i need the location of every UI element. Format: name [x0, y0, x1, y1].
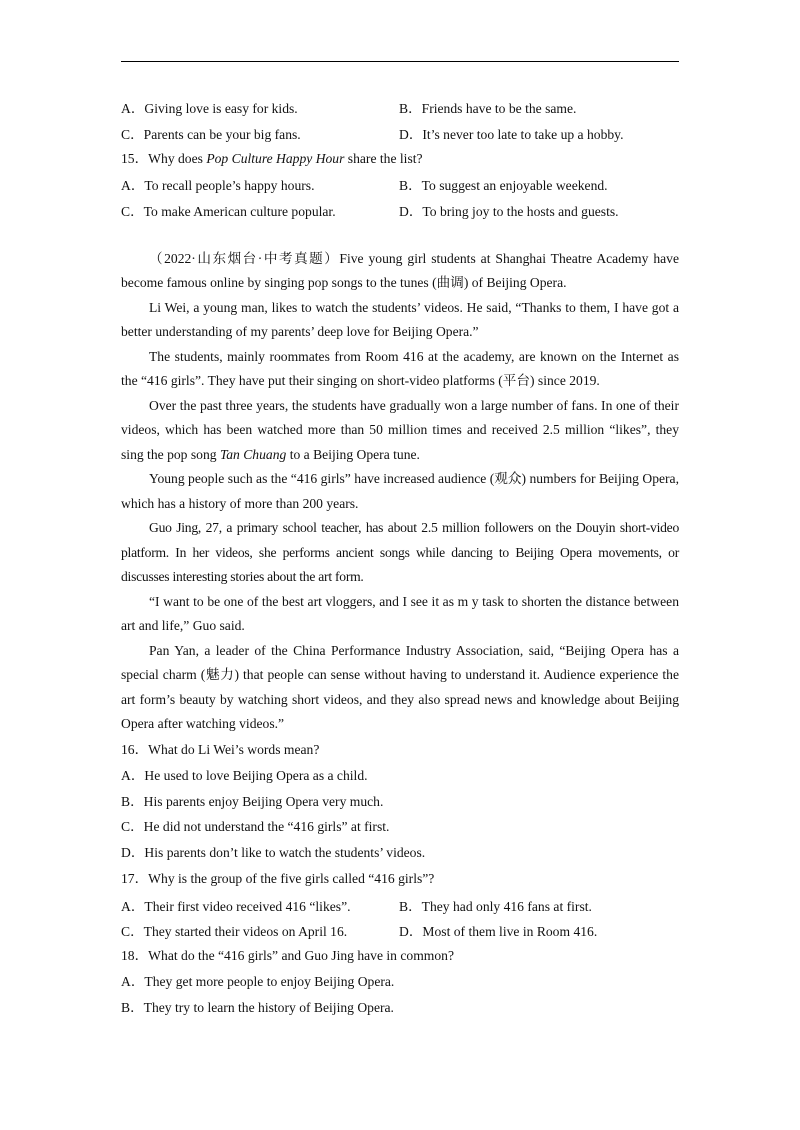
q18-option-b: B．They try to learn the history of Beijing Opera. [121, 999, 394, 1015]
passage-paragraph-1: （2022·山东烟台·中考真题）Five young girl students at Shanghai Theatre Academy have become famous online by singing pop songs to the tunes (曲调) of Beijing Opera. [121, 250, 679, 291]
q14-option-d: D．It’s never too late to take up a hobby. [399, 126, 624, 142]
passage-paragraph-6: Guo Jing, 27, a primary school teacher, has about 2.5 million followers on the Douyin short-video platform. In her videos, she performs ancient songs while dancing to Beijing Opera movements, or discusses interesting stories about the art form. [121, 520, 679, 585]
q16-stem: 16．What do Li Wei’s words mean? [121, 741, 320, 757]
q15-option-a: A．To recall people’s happy hours. [121, 178, 315, 194]
passage-p4-part-a: Over the past three years, the students have gradually won a large number of fans. In one of their videos, which has been watched more than 50 million times and received 2.5 million “likes”, they sing the pop song [121, 397, 679, 462]
passage-paragraph-4 [121, 394, 679, 468]
q15-options-row-1 [121, 171, 679, 197]
document-body [121, 94, 679, 1021]
passage-paragraph-7: “I want to be one of the best art vloggers, and I see it as m y task to shorten the distance between art and life,” Guo said. [121, 593, 679, 634]
q17-option-c: C．They started their videos on April 16. [121, 924, 348, 940]
q17-option-b: B．They had only 416 fans at first. [399, 898, 592, 914]
q17-stem: 17．Why is the group of the five girls called “416 girls”? [121, 870, 435, 886]
q15-option-b: B．To suggest an enjoyable weekend. [399, 178, 608, 194]
passage-p4-italic: Tan Chuang [219, 446, 287, 462]
q16-option-b: B．His parents enjoy Beijing Opera very much. [121, 793, 384, 809]
q15-stem [121, 146, 679, 172]
q15-option-d: D．To bring joy to the hosts and guests. [399, 204, 619, 220]
q15-option-c: C．To make American culture popular. [121, 204, 336, 220]
q14-option-a: A．Giving love is easy for kids. [121, 100, 298, 116]
passage-paragraph-2: Li Wei, a young man, likes to watch the students’ videos. He said, “Thanks to them, I have got a better understanding of my parents’ deep love for Beijing Opera.” [121, 299, 679, 340]
q14-option-b: B．Friends have to be the same. [399, 100, 577, 116]
header-rule [121, 61, 679, 62]
q18-option-a: A．They get more people to enjoy Beijing Opera. [121, 974, 395, 990]
q17-options-row-2 [121, 918, 679, 944]
q14-options-row-2 [121, 120, 679, 146]
passage-p4-part-b: to a Beijing Opera tune. [286, 446, 420, 462]
q16-option-d: D．His parents don’t like to watch the students’ videos. [121, 845, 426, 861]
q17-option-d: D．Most of them live in Room 416. [399, 924, 598, 940]
passage-paragraph-3: The students, mainly roommates from Room 416 at the academy, are known on the Internet as the “416 girls”. They have put their singing on short-video platforms (平台) since 2019. [121, 348, 679, 389]
passage-paragraph-5: Young people such as the “416 girls” have increased audience (观众) numbers for Beijing Opera, which has a history of more than 200 years. [121, 471, 679, 511]
q17-options-row-1 [121, 892, 679, 918]
q16-option-c: C．He did not understand the “416 girls” at first. [121, 819, 390, 835]
q15-stem-suffix: share the list? [344, 150, 423, 166]
q14-options-row-1 [121, 94, 679, 120]
q15-stem-italic: Pop Culture Happy Hour [206, 150, 345, 166]
q18-stem: 18．What do the “416 girls” and Guo Jing have in common? [121, 948, 454, 964]
q17-option-a: A．Their first video received 416 “likes”. [121, 898, 351, 914]
passage-paragraph-8: Pan Yan, a leader of the China Performance Industry Association, said, “Beijing Opera has a special charm (魅力) that people can sense without having to understand it. Audience experience the art form’s beauty by watching short videos, and they also spread news and knowledge about Beijing Opera after watching videos.” [121, 642, 679, 732]
q15-options-row-2 [121, 197, 679, 223]
q16-option-a: A．He used to love Beijing Opera as a child. [121, 767, 368, 783]
q14-option-c: C．Parents can be your big fans. [121, 126, 301, 142]
q15-stem-prefix: 15．Why does [121, 150, 207, 166]
